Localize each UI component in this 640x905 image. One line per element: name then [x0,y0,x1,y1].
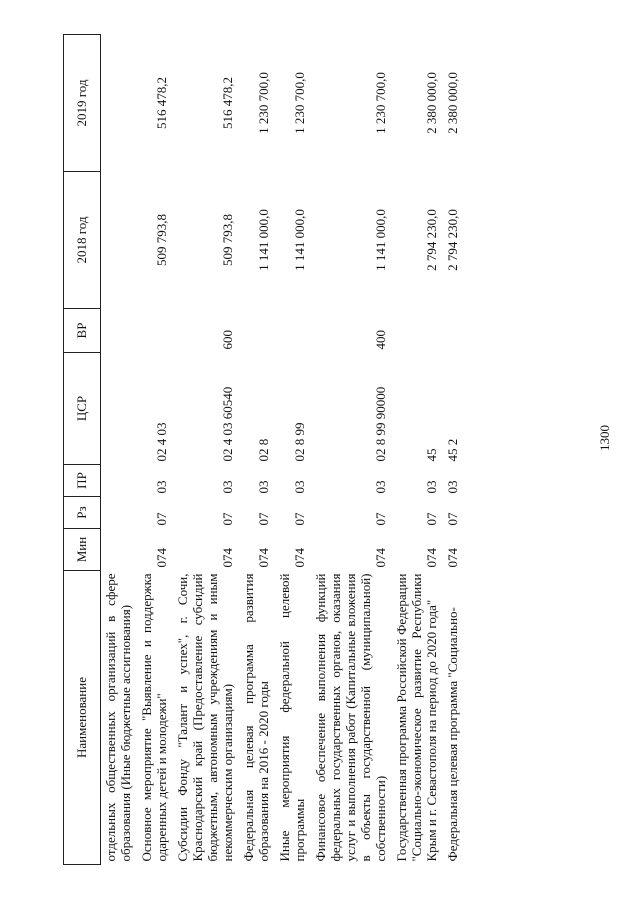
row-rz: 07 [373,512,388,526]
table-row [392,35,443,865]
row-2018: 509 793,8 [220,214,235,266]
row-vr [275,309,311,353]
row-name: Федеральная целевая программа "Социально- [445,607,460,862]
row-pr: 03 [220,480,235,494]
row-2018: 1 141 000,0 [373,209,388,271]
row-rz: 07 [445,512,460,526]
table-row [173,35,239,865]
row-csr: 45 2 [445,438,460,462]
row-2018 [101,172,138,309]
row-name: отдельных общественных организаций в сфере образования (Иные бюджетные ассигнования) [103,573,133,862]
row-2018: 2 794 230,0 [445,209,460,271]
row-vr [392,309,443,353]
row-2019: 516 478,2 [154,77,169,129]
row-pr: 03 [445,480,460,494]
row-name: Федеральная целевая программа развития образования на 2016 - 2020 годы [241,573,271,862]
row-pr [101,465,138,497]
row-2019: 2 380 000,0 [445,72,460,134]
header-min: Мин [64,529,101,571]
row-2019 [101,35,138,172]
row-csr: 02 8 99 [292,422,307,462]
row-min: 074 [292,548,307,568]
row-min: 074 [424,548,439,568]
row-min: 074 [220,548,235,568]
row-name: Финансовое обеспечение выполнения функций федеральных государственных органов, оказания услуг и выполнения работ (Капитальные вложения в объекты государственной (муниципальной) собственности) [313,573,388,862]
row-2019: 516 478,2 [220,77,235,129]
budget-table [63,34,464,865]
row-pr: 03 [256,480,271,494]
row-min [101,529,138,571]
row-2018: 509 793,8 [154,214,169,266]
table-row [443,35,464,865]
row-csr: 02 8 99 90000 [373,386,388,462]
row-2018: 2 794 230,0 [424,209,439,271]
row-2018: 1 141 000,0 [292,209,307,271]
row-min: 074 [445,548,460,568]
table-row [275,35,311,865]
row-min: 074 [256,548,271,568]
row-csr: 45 [424,448,439,462]
table-row [101,35,138,865]
row-pr: 03 [373,480,388,494]
row-vr [443,309,464,353]
row-rz: 07 [424,512,439,526]
header-name: Наименование [64,571,101,865]
row-pr: 03 [154,480,169,494]
row-rz: 07 [256,512,271,526]
row-name: Основное мероприятие "Выявление и поддержка одаренных детей и молодежи" [139,573,169,862]
row-2019: 2 380 000,0 [424,72,439,134]
header-vr: ВР [64,309,101,353]
page-number: 1300 [597,425,612,451]
row-csr: 02 4 03 [154,422,169,462]
row-name: Иные мероприятия федеральной целевой программы [277,573,307,862]
row-name: Субсидии Фонду "Талант и успех", г. Сочи, Краснодарский край (Предоставление субсидий бюджетным, автономным учреждениям и иным некоммерческим организациям) [175,573,235,862]
table-row [311,35,392,865]
table-row [239,35,275,865]
row-vr [239,309,275,353]
row-vr [101,309,138,353]
header-2018: 2018 год [64,172,101,309]
row-name: Государственная программа Российской Федерации "Социально-экономическое развитие Республики Крым и г. Севастополя на период до 2020 года" [394,573,439,862]
header-csr: ЦСР [64,353,101,465]
row-vr: 400 [373,330,388,350]
header-rz: Рз [64,497,101,529]
row-rz [101,497,138,529]
row-2019: 1 230 700,0 [292,72,307,134]
row-pr: 03 [424,480,439,494]
table-header-row [64,35,101,865]
row-csr [101,353,138,465]
rotated-page-content [63,35,573,865]
row-csr: 02 8 [256,438,271,462]
row-2019: 1 230 700,0 [256,72,271,134]
row-min: 074 [154,548,169,568]
row-rz: 07 [220,512,235,526]
header-2019: 2019 год [64,35,101,172]
row-min: 074 [373,548,388,568]
row-2019: 1 230 700,0 [373,72,388,134]
row-rz: 07 [154,512,169,526]
row-pr: 03 [292,480,307,494]
row-csr: 02 4 03 60540 [220,386,235,462]
row-rz: 07 [292,512,307,526]
row-vr: 600 [220,330,235,350]
header-pr: ПР [64,465,101,497]
row-vr [137,309,173,353]
row-2018: 1 141 000,0 [256,209,271,271]
table-row [137,35,173,865]
